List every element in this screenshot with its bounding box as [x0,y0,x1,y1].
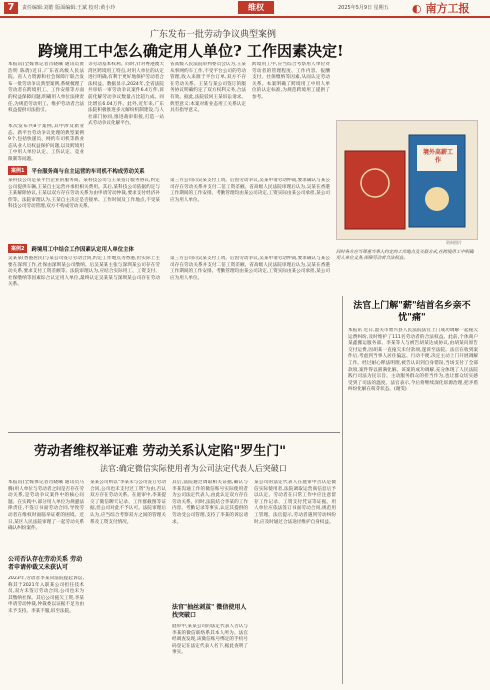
article-paragraph: 2023年,劳动者李某向法院提起诉讼,称其于2021年入职某公司担任技术员,双方未签订劳动合同,公司也未为其缴纳社保。其后公司拖欠工资,李某申请劳动仲裁,仲裁委以证据不足为由未予支持。李某不服,诉至法院。 [8,576,84,614]
page-number: 7 [4,2,18,14]
case-body: 第三方公司向吴某支付工资。后因劳动争议,吴某申请劳动仲裁,要求确认与某公司存在劳动关系并支付二倍工资差额。省高级人民法院审理后认为,吴某在香港工作期间的工作安排、考勤管理均由某公司决定,工资实际由某公司承担,某公司应为用人单位。 [170,178,330,203]
photo-caption: 资料图片 [446,240,462,245]
article-column: 某公司的法定代表人在庭审中否认是微信实际使用者,法院调取运营商信息后予以认定。劳动者在日常工作中应注意留存工作记录、工资支付凭证等证据。用人单位应依法签订书面劳动合同,规范用工管理。法官提示,劳动者遇到劳动纠纷时,应及时通过合法途径维护自身权益。 [254,480,336,525]
case-heading [8,244,134,253]
case-heading [8,166,145,175]
article-lead: 本报讯(全媒体记者肖晓曦 通讯员马腾)用人单位与劳动者之间是否存在劳动关系,是劳动争议案件中的核心问题。在实践中,部分用人单位为规避法律责任,不签订书面劳动合同,导致劳动者在维权时面临举证难的困境。近日,某区人民法院审理了一起劳动关系确认纠纷案件。 [8,480,84,532]
illustration [336,120,478,240]
case-body: 某科技公司是某平台企业的服务商。某科技公司与王某签订服务协议,约定公司提供车辆,王某自主运营并承担相关费用。其后,某科技公司依据约定与王某解除协议,王某以双方存在劳动关系为由申请劳动仲裁,要求支付经济补偿等。法院审理认为,王某自主决定是否接单、工作时间及工作地点,不受某科技公司劳动管理,双方不构成劳动关系。 [8,178,160,210]
section-label: 维权 [238,1,274,14]
case-title: 跨境用工中结合工作因素认定用人单位主体 [31,246,134,253]
article-subhead: 法官:确定微信实际使用者为公司法定代表人后突破口 [100,464,287,473]
case-title: 平台服务商与自主运营的车司机不构成劳动关系 [31,168,145,175]
article-column: 省高级人民法院审判委员会认为,王某从事网约车工作,不受平台公司的劳动管理,收入来源于平台订单,双方不存在劳动关系。王某与某公司签订的服务协议明确约定了双方权利义务,合法有效。据此,法院驳回王某诉讼请求。典型意义:本案对新业态用工关系认定具有指导意义。 [170,62,246,114]
article-column: 等劳动基本权利。同时,针对粤港澳大湾区跨境用工特点,对用人单位的认定进行明确,有利于更好地保护劳动者合法权益。数据显示,2024年,全省法院共审结一审劳动争议案件6.4万件,诉前化解劳动争议数量占比超九成。同比增长6.04万件。此外,近年来,广东法院积极推进多元解纷机制建设,与人社部门协同,推进裁审衔接,打造一站式劳动争议化解平台。 [88,62,164,127]
side-headline: 法官上门解"薪"结首名乡亲不忧"痛" [353,301,471,323]
issue-date: 2025年5月9日 星期五 [338,5,389,11]
section-subheading: 公司否认存在劳动关系 劳动者申请仲裁又未获认可 [8,556,83,571]
logo-mark: ◐ [412,2,422,15]
editor-credits: 责任编辑:刘皓 版面编辑:王斌 校对:黄小玲 [22,5,116,11]
case-body: 第三方公司向吴某支付工资。后因劳动争议,吴某申请劳动仲裁,要求确认与某公司存在劳动关系并支付二倍工资差额。省高级人民法院审理后认为,吴某在香港工作期间的工作安排、考勤管理均由某公司决定,工资实际由某公司承担,某公司应为用人单位。 [170,256,330,281]
editor-note: 同时各方应当尊重当事人约定的工作地点及关联方式,在跨境用工中明确用人单位义务,保障劳动者合法权益。 [336,250,474,261]
article-kicker: 广东发布一批劳动争议典型案例 [150,30,277,40]
article-intro: 本报讯(全媒体记者肖晓曦 通讯员黄浩明 陈倩)近日,广东省高级人民法院、省人力资源和社会保障厅联合发布一批劳动争议典型案例,系统梳理了劳动者在跨境用工、工作安排等方面的权益保障问题,明确用人单位法律责任,为规范劳动用工、维护劳动者合法权益提供司法指引。 [8,62,84,114]
article-column: 其后,法院通过调取相关证据,确认与李某沟通工作的微信账号实际使用者为公司法定代表人,由此认定双方存在劳动关系。同时,法院结合李某的工作内容、考勤记录等事实,认定其提供的劳动受公司管理,支持了李某的诉讼请求。 [172,480,248,525]
article-paragraph: 庭审中,某某公司的法定代表人否认与李某的微信联络系其本人所为。法官经调查发现,该微信账号绑定的手机号码登记在法定代表人名下,据此查明了事实。 [172,624,248,656]
section-subheading: 法官"抽丝剥茧" 微信使用人找突破口 [172,604,247,619]
article-column: 跨境用工中,应当综合考察用人单位对劳动者的管理程度、工作内容、报酬支付、社保缴纳等因素,从而认定劳动关系。本案明确了跨境用工中用人单位的认定标准,为规范跨境用工提供了参考。 [252,62,330,100]
newspaper-logo [412,0,469,16]
article-paragraph: 本次发布共8个案例,其中涉及新业态、新平台劳动争议处理的典型案例9个,包括快递员、网约车司机等新业态从业人员权益保护问题,以及跨境用工中用人单位认定、工伤认定、竞业限制等问题。 [8,124,84,162]
case-body: 吴某某(香港居民)与某公司签订劳动合同,约定工作地点为香港,但实际上主要在深圳工作,社保由深圳某公司缴纳。后吴某某主张与深圳某公司存在劳动关系,要求支付工资差额等。法院审理认为,应结合实际用工、工资支付、社保缴纳等因素综合认定用人单位,最终认定吴某某与深圳某公司存在劳动关系。 [8,256,160,288]
passport-illustration [337,121,477,239]
side-body: 本报讯 近日,韶关市始兴县人民法院法官上门成功调解一起拖欠运费纠纷,及时维护了111名劳动者的合法权益。此前,个体商户某鑫搬运服务部、李某等人与被告胡某达成协议,由胡某向原告交付运费,因胡某一直拖欠未付款项,遂诉至法院。法官在收到案件后,考虑到当事人居住偏远、行动不便,决定主动上门开展调解工作。经过耐心释法明理,被告认识到自身错误,当场支付了全部款项,案件得以圆满化解。该案的成功调解,充分体现了人民法院践行司法为民宗旨、主动服务群众的担当作为,也让群众切实感受到了司法的温度。法官表示,今后将继续深化诉源治理,把矛盾纠纷化解在萌芽状态。(谢雯) [348,328,478,393]
illustration-label: 境外高薪工作 [422,149,453,164]
case-tag: 案例2 [8,244,27,253]
brand-name: 南方工报 [425,2,470,15]
article-headline: 跨境用工中怎么确定用人单位? 工作因素决定! [38,42,344,60]
article-headline: 劳动者维权举证难 劳动关系认定陷"罗生门" [34,444,287,459]
column-divider [342,296,343,684]
section-divider [8,432,340,433]
case-tag: 案例1 [8,166,27,175]
article-column: 某某公司则以"李某未与公司签订劳动合同,公司也未支付过工资"为由,否认双方存在劳动关系。在庭审中,李某提交了微信聊天记录、工作群截图等证据,但公司对此不予认可。法院审理后认为,应当综合考察双方之间的管理关系及工资支付情况。 [90,480,166,525]
